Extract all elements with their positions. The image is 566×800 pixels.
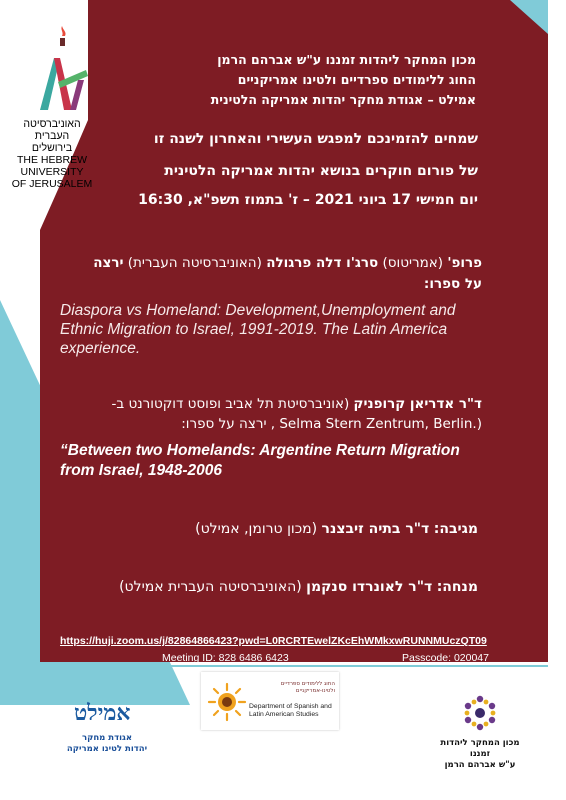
huji-name-he-1: האוניברסיטה <box>23 118 81 130</box>
respondent-label: מגיבה: <box>433 521 478 537</box>
invitation-line-2: של פורום חוקרים בנושא יהדות אמריקה הלטינית <box>164 163 478 179</box>
star-of-david-icon <box>462 695 498 731</box>
passcode: Passcode: 020047 <box>402 652 489 664</box>
speaker1-name: סרג'ו דלה פרגולה <box>266 255 379 271</box>
huji-logo-text <box>2 118 102 190</box>
header-line-1: מכון המחקר ליהדות זמננו ע"ש אברהם הרמן <box>217 52 476 67</box>
dept-he-line2: ולטינו-אמריקניים <box>295 688 335 694</box>
speaker2-name: ד"ר אדריאן קרופניק <box>353 396 482 412</box>
sun-icon <box>207 682 247 722</box>
speaker1-on-book: על ספרו: <box>423 276 482 292</box>
zoom-link[interactable]: https://huji.zoom.us/j/82864866423?pwd=L0RCRTEwelZKcEhWMkxwRUNNMUczQT09 <box>60 635 487 647</box>
speaker1-intro <box>60 253 482 273</box>
invitation-line-1: שמחים להזמינכם למפגש העשירי והאחרון לשנה זו <box>153 131 478 147</box>
moderator-affil: (האוניברסיטה העברית אמילט) <box>119 579 302 595</box>
speaker2-line2 <box>181 414 482 434</box>
speaker2-book-line1: “Between two Homelands: Argentine Return Migration <box>60 442 460 459</box>
speaker1-affil2: (האוניברסיטה העברית) <box>127 255 262 271</box>
respondent-affil: (מכון טרומן, אמילט) <box>195 521 318 537</box>
harman-caption <box>430 738 530 771</box>
huji-name-en-1: THE HEBREW <box>16 154 87 166</box>
speaker2-intro <box>112 394 482 414</box>
header-line-2: החוג ללימודים ספרדיים ולטינו אמריקניים <box>237 72 476 87</box>
meeting-id: Meeting ID: 828 6486 6423 <box>162 652 289 664</box>
speaker2-on-book: , ירצה על ספרו: <box>181 416 276 432</box>
amilat-caption <box>62 733 152 755</box>
speaker1-affil1: (אמריטוס) <box>382 255 444 271</box>
header-line-3: אמילט – אגודת מחקר יהדות אמריקה הלטינית <box>210 92 476 107</box>
speaker2-affil-en: Selma Stern Zentrum, Berlin.) <box>279 416 482 432</box>
huji-name-he-2: העברית <box>34 130 70 142</box>
speaker1-book-title <box>60 301 455 358</box>
speaker1-book-line2: Ethnic Migration to Israel, 1991-2019. The Latin America <box>60 321 448 338</box>
speaker1-title: פרופ' <box>447 255 482 271</box>
moderator-label: מנחה: <box>436 579 478 595</box>
harman-cap-line1: מכון המחקר ליהדות זמננו <box>440 738 520 759</box>
dept-logo <box>201 672 339 730</box>
amilat-logo: אמילט <box>74 700 131 726</box>
respondent-name: ד"ר בתיה זיבצנר <box>321 521 430 537</box>
dept-name-en <box>249 703 337 719</box>
speaker1-verb: ירצה <box>93 255 124 271</box>
moderator-name: ד"ר לאונרדו סנקמן <box>306 579 433 595</box>
amilat-cap-line2: יהדות לטינו אמריקה <box>66 744 148 754</box>
speaker2-book-line2: from Israel, 1948-2006 <box>60 462 222 479</box>
huji-name-en-2: UNIVERSITY <box>20 166 84 178</box>
speaker2-affil: (אוניברסיטת תל אביב ופוסט דוקטורנט ב- <box>111 396 350 412</box>
moderator-line <box>119 577 478 597</box>
dept-en-line1: Department of Spanish and <box>249 703 332 710</box>
event-date: יום חמישי 17 ביוני 2021 – ז' בתמוז תשפ"א, 16:30 <box>138 192 478 208</box>
respondent-line <box>195 519 478 539</box>
huji-logo-icon <box>34 20 94 112</box>
speaker2-book-title <box>60 441 460 481</box>
dept-en-line2: Latin American Studies <box>249 711 319 718</box>
amilat-cap-line1: אגודת מחקר <box>81 733 133 743</box>
dept-he-line1: החוג ללימודים ספרדיים <box>280 681 335 687</box>
speaker1-book-line3: experience. <box>60 340 141 357</box>
huji-name-en-3: OF JERUSALEM <box>11 178 93 190</box>
harman-cap-line2: ע"ש אברהם הרמן <box>444 760 516 770</box>
dept-name-he <box>249 681 335 695</box>
speaker1-book-line1: Diaspora vs Homeland: Development,Unemployment and <box>60 302 456 319</box>
huji-name-he-3: בירושלים <box>31 142 73 154</box>
